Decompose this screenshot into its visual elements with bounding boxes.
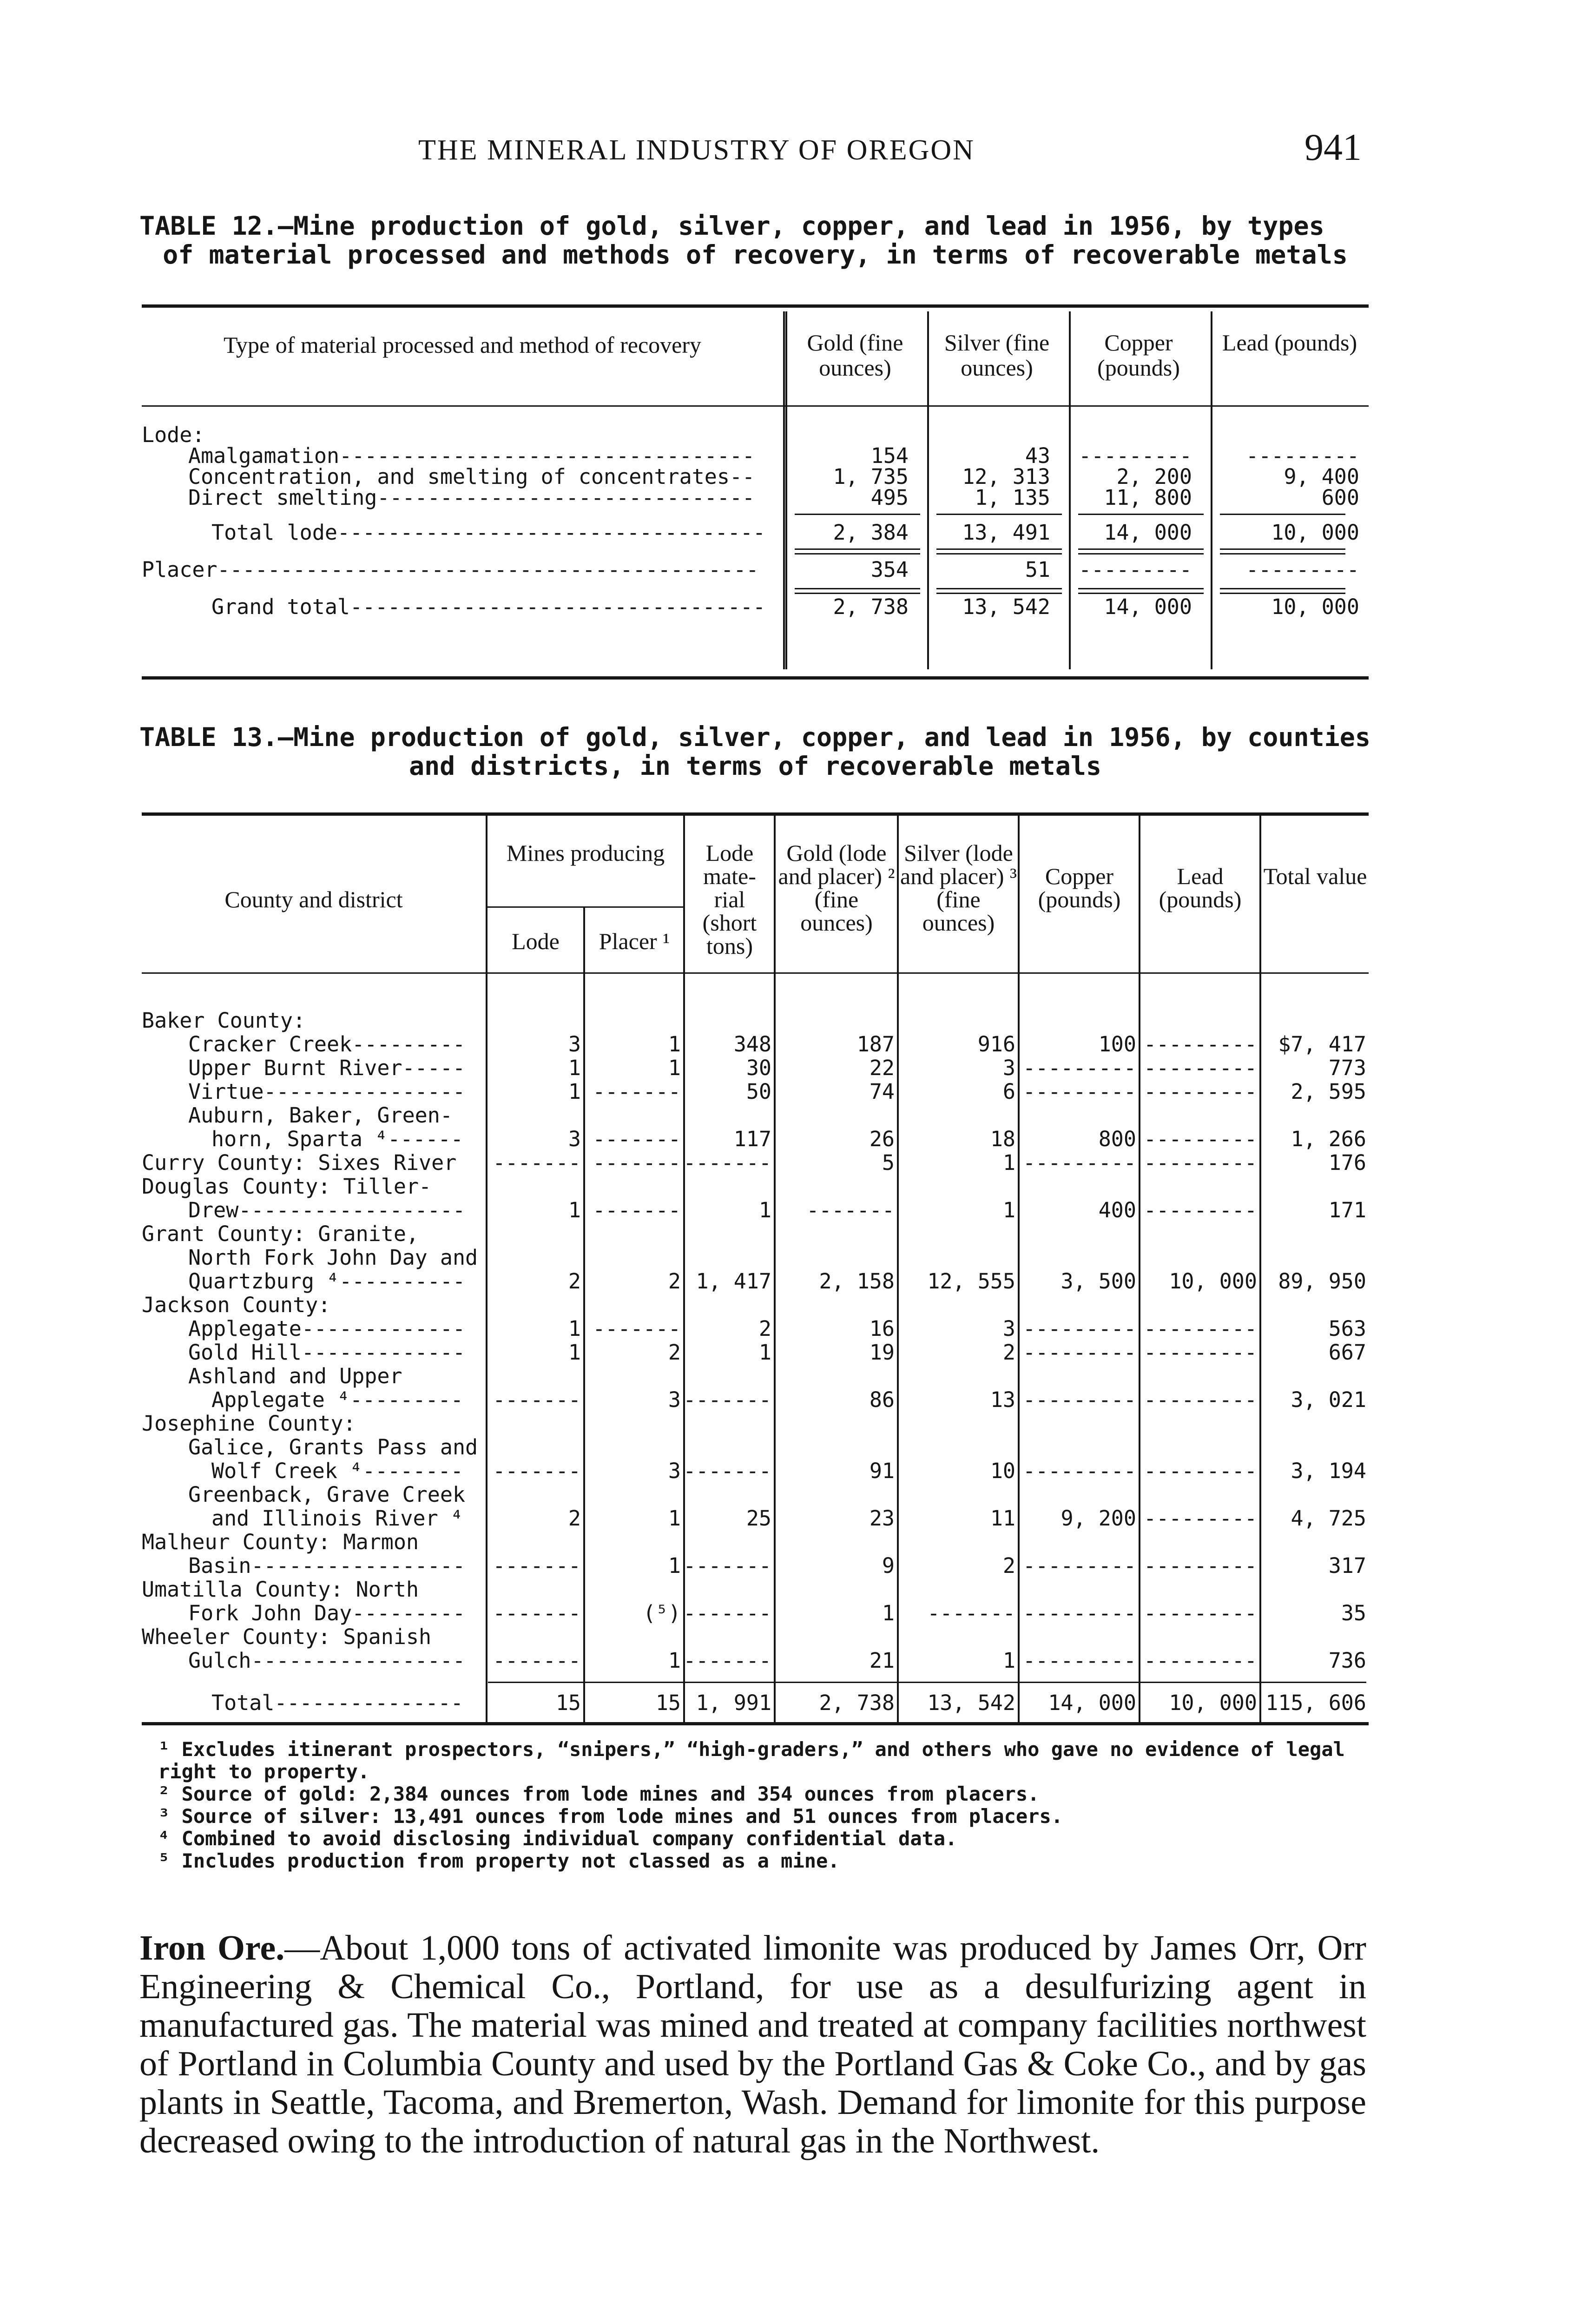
t13-cell: 16 <box>869 1316 895 1341</box>
footnote: ² Source of gold: 2,384 ounces from lode mines and 354 ounces from placers. <box>158 1783 1040 1805</box>
t13-cell: 1 <box>758 1198 771 1222</box>
t13-row-label: Galice, Grants Pass and <box>188 1435 478 1459</box>
t13-cell: 21 <box>869 1648 895 1673</box>
t13-row-line <box>142 1175 1369 1199</box>
t13-cell: 19 <box>869 1340 895 1365</box>
t13-row-line <box>142 1103 1369 1128</box>
t13-row-label: Wolf Creek ⁴-------- <box>211 1459 463 1483</box>
t13-cell: 400 <box>1098 1198 1136 1222</box>
t12-row <box>142 595 1369 619</box>
t13-cell: 2 <box>758 1316 771 1341</box>
t13-cell: 26 <box>869 1127 895 1151</box>
t13-cell: ------- <box>593 1198 681 1222</box>
t12-sum-rule <box>795 514 920 515</box>
t12-cell: --------- <box>1246 557 1359 582</box>
iron-ore-paragraph <box>139 1929 1366 2160</box>
t13-cell: 12, 555 <box>927 1269 1015 1294</box>
t13-row-line <box>142 1506 1369 1531</box>
t13-row-label: Applegate ⁴--------- <box>211 1387 463 1412</box>
t13-cell: ------- <box>593 1316 681 1341</box>
t13-cell: ------- <box>683 1387 771 1412</box>
table13-header-rule <box>142 972 1369 974</box>
t13-row-label: Grant County: Granite, <box>142 1221 419 1246</box>
footnote: ⁴ Combined to avoid disclosing individual company confidential data. <box>158 1827 957 1850</box>
t13-row-line <box>142 1222 1369 1246</box>
t13-cell: --------- <box>1144 1340 1257 1365</box>
table13-caption-line1: TABLE 13.—Mine production of gold, silver, copper, and lead in 1956, by counties <box>139 722 1371 752</box>
t13-row-label: Jackson County: <box>142 1293 331 1317</box>
t13-row-label: Ashland and Upper <box>188 1364 402 1388</box>
t13-row-label: Malheur County: Marmon <box>142 1530 419 1554</box>
t13-cell: 800 <box>1098 1127 1136 1151</box>
t13-cell: 6 <box>1002 1079 1015 1104</box>
t12-cell: 154 <box>870 443 909 468</box>
t13-cell: --------- <box>1144 1506 1257 1531</box>
t13-cell: 1 <box>1002 1198 1015 1222</box>
page-number: 941 <box>1304 126 1362 168</box>
t13-cell: 1 <box>668 1648 681 1673</box>
t13-row-line <box>142 1246 1369 1270</box>
t12-cell: 600 <box>1321 485 1359 510</box>
t13-cell: 1 <box>568 1079 581 1104</box>
t13-cell: 1 <box>668 1032 681 1056</box>
table13-caption <box>139 723 1371 780</box>
t13-cell: 13 <box>990 1387 1015 1412</box>
t13-cell: 18 <box>990 1127 1015 1151</box>
footnotes <box>139 1738 1371 1872</box>
t13-header-copper: Copper (pounds) <box>1038 863 1121 912</box>
t12-sum-rule <box>1220 588 1345 589</box>
t12-cell: 13, 491 <box>962 520 1050 545</box>
t13-row-label: Umatilla County: North <box>142 1577 419 1602</box>
t13-row-line <box>142 1364 1369 1388</box>
t13-cell: ------- <box>493 1150 581 1175</box>
t13-header-total: Total value <box>1263 863 1367 889</box>
paragraph-lead: Iron Ore. <box>139 1928 285 1967</box>
t13-cell: --------- <box>1144 1127 1257 1151</box>
t12-row <box>142 486 1369 510</box>
t12-row-label: Concentration, and smelting of concentrates-- <box>188 464 755 489</box>
t12-cell: 43 <box>1025 443 1050 468</box>
t13-row-line <box>142 1578 1369 1602</box>
t12-sum-rule <box>936 588 1062 589</box>
t13-cell: 1 <box>1002 1150 1015 1175</box>
t12-sum-rule <box>1220 514 1345 515</box>
t13-cell: 74 <box>869 1079 895 1104</box>
t13-row-line <box>142 1459 1369 1483</box>
t13-header-placer: Placer ¹ <box>599 928 670 954</box>
t13-cell: ------- <box>683 1459 771 1483</box>
t13-cell: 13, 542 <box>927 1690 1015 1715</box>
footnote: ¹ Excludes itinerant prospectors, “snipers,” “high-graders,” and others who gave no evidence of legal right to property. <box>158 1738 1345 1783</box>
running-head: THE MINERAL INDUSTRY OF OREGON <box>418 134 975 166</box>
t12-sum-rule <box>795 593 920 594</box>
t13-cell: 3 <box>1002 1056 1015 1080</box>
t13-cell: --------- <box>1023 1648 1136 1673</box>
t13-cell: 1 <box>758 1340 771 1365</box>
t12-cell: 14, 000 <box>1104 594 1192 619</box>
t13-cell: ------- <box>683 1553 771 1578</box>
t13-row-line <box>142 1483 1369 1507</box>
t13-row-line <box>142 1293 1369 1317</box>
t12-sum-rule <box>795 588 920 589</box>
t13-row-label: Curry County: Sixes River <box>142 1150 457 1175</box>
t13-cell: 2 <box>568 1269 581 1294</box>
t13-cell: 30 <box>746 1056 771 1080</box>
t13-header-silver: Silver (lode and placer) ³ (fine ounces) <box>900 840 1017 936</box>
t13-cell: 35 <box>1341 1601 1366 1625</box>
t13-cell: ------- <box>593 1079 681 1104</box>
t13-row-label: Wheeler County: Spanish <box>142 1624 432 1649</box>
t13-cell: --------- <box>1144 1553 1257 1578</box>
t13-row-label: Gulch----------------- <box>188 1648 466 1673</box>
t13-row-line <box>142 1056 1369 1080</box>
t13-row-line <box>142 1198 1369 1222</box>
t13-row-line <box>142 1554 1369 1578</box>
table12-caption-line2: of material processed and methods of recovery, in terms of recoverable metals <box>163 240 1348 270</box>
t12-header-gold: Gold (fine ounces) <box>807 330 903 381</box>
t13-cell: 2 <box>668 1269 681 1294</box>
t13-cell: 773 <box>1328 1056 1366 1080</box>
table12-header-rule <box>142 405 1369 407</box>
t12-cell: 495 <box>870 485 909 510</box>
t13-mines-subrule <box>486 906 683 908</box>
t13-cell: 1, 417 <box>696 1269 771 1294</box>
t13-cell: 89, 950 <box>1278 1269 1366 1294</box>
t13-cell: --------- <box>1023 1056 1136 1080</box>
t13-header-mines: Mines producing <box>506 840 665 866</box>
t12-cell: 1, 735 <box>833 464 909 489</box>
t12-sum-rule <box>1078 593 1204 594</box>
t12-row-label: Amalgamation--------------------------------- <box>188 443 755 468</box>
t13-row-label: Upper Burnt River----- <box>188 1056 466 1080</box>
t13-cell: 3, 194 <box>1291 1459 1366 1483</box>
t12-cell: 11, 800 <box>1104 485 1192 510</box>
t12-sum-rule <box>1220 553 1345 555</box>
t13-row-label: North Fork John Day and <box>188 1245 478 1270</box>
t13-cell: 2, 738 <box>819 1690 895 1715</box>
t13-row-line <box>142 1340 1369 1365</box>
t12-header-type: Type of material processed and method of recovery <box>223 332 702 358</box>
t13-header-gold: Gold (lode and placer) ² (fine ounces) <box>778 840 895 936</box>
t13-cell: ------- <box>683 1601 771 1625</box>
t13-cell: 3 <box>668 1387 681 1412</box>
t13-row-line <box>142 1009 1369 1033</box>
t13-cell: 1 <box>668 1506 681 1531</box>
t13-cell: --------- <box>1023 1553 1136 1578</box>
t12-cell: 2, 738 <box>833 594 909 619</box>
t13-row-label: Gold Hill------------- <box>188 1340 466 1365</box>
t13-cell: 2, 158 <box>819 1269 895 1294</box>
t13-cell: 3 <box>568 1127 581 1151</box>
t13-header-lead: Lead (pounds) <box>1159 863 1242 912</box>
t13-row-line <box>142 1435 1369 1459</box>
t13-row-label: Total--------------- <box>211 1690 463 1715</box>
t12-sum-rule <box>936 548 1062 550</box>
t13-cell: --------- <box>1144 1150 1257 1175</box>
t13-cell: --------- <box>1144 1459 1257 1483</box>
t12-cell: 51 <box>1025 557 1050 582</box>
t13-row-label: Virtue---------------- <box>188 1079 466 1104</box>
t12-cell: --------- <box>1079 443 1192 468</box>
t13-row-label: Drew------------------ <box>188 1198 466 1222</box>
t12-cell: 12, 313 <box>962 464 1050 489</box>
table13-bottom-rule <box>142 1722 1369 1725</box>
t13-cell: --------- <box>1144 1079 1257 1104</box>
t13-cell: --------- <box>1023 1316 1136 1341</box>
t13-row-label: Cracker Creek--------- <box>188 1032 466 1056</box>
t13-cell: --------- <box>1144 1601 1257 1625</box>
t12-sum-rule <box>1220 548 1345 550</box>
t13-cell: 4, 725 <box>1291 1506 1366 1531</box>
page-header <box>139 125 1371 177</box>
t13-cell: --------- <box>1144 1316 1257 1341</box>
t13-row-label: Josephine County: <box>142 1411 356 1436</box>
t13-row-label: Greenback, Grave Creek <box>188 1482 466 1507</box>
t13-cell: 25 <box>746 1506 771 1531</box>
t13-row-line <box>142 1127 1369 1151</box>
t13-cell: --------- <box>1144 1056 1257 1080</box>
t13-cell: 86 <box>869 1387 895 1412</box>
t13-cell: 176 <box>1328 1150 1366 1175</box>
t12-cell: 14, 000 <box>1104 520 1192 545</box>
t13-cell: --------- <box>1144 1032 1257 1056</box>
t13-cell: ------- <box>493 1648 581 1673</box>
t13-row-label: and Illinois River ⁴ <box>211 1506 463 1531</box>
t13-cell: 5 <box>882 1150 895 1175</box>
t13-cell: ------- <box>683 1648 771 1673</box>
t13-cell: 10 <box>990 1459 1015 1483</box>
t13-cell: 2 <box>668 1340 681 1365</box>
t13-row-line <box>142 1032 1369 1056</box>
t13-cell: $7, 417 <box>1278 1032 1366 1056</box>
t13-cell: 3, 500 <box>1061 1269 1136 1294</box>
t12-cell: 10, 000 <box>1271 520 1359 545</box>
t13-cell: 23 <box>869 1506 895 1531</box>
t13-cell: 1 <box>568 1340 581 1365</box>
table13-top-rule <box>142 812 1369 816</box>
t13-cell: 171 <box>1328 1198 1366 1222</box>
t12-row-label: Lode: <box>142 423 205 447</box>
t13-cell: ------- <box>927 1601 1015 1625</box>
t12-row <box>142 558 1369 582</box>
t12-sum-rule <box>1078 588 1204 589</box>
t12-sum-rule <box>936 593 1062 594</box>
t12-row-label: Grand total--------------------------------- <box>211 594 766 619</box>
t12-cell: --------- <box>1079 557 1192 582</box>
t13-row-line <box>142 1269 1369 1294</box>
t13-row-label: Fork John Day--------- <box>188 1601 466 1625</box>
t12-sum-rule <box>795 548 920 550</box>
t13-cell: 1 <box>1002 1648 1015 1673</box>
t13-row-line <box>142 1601 1369 1625</box>
t13-cell: 667 <box>1328 1340 1366 1365</box>
table12-top-rule <box>142 304 1369 308</box>
t13-cell: --------- <box>1023 1459 1136 1483</box>
t13-cell: 117 <box>733 1127 771 1151</box>
t12-header-lead: Lead (pounds) <box>1222 330 1357 356</box>
t13-cell: ------- <box>593 1150 681 1175</box>
t13-cell: 2 <box>568 1506 581 1531</box>
t13-header-lode: Lode <box>512 928 560 954</box>
t13-cell: --------- <box>1023 1387 1136 1412</box>
t13-cell: 9 <box>882 1553 895 1578</box>
table13-caption-line2: and districts, in terms of recoverable metals <box>408 751 1102 781</box>
t13-row-line <box>142 1317 1369 1341</box>
t13-row-label: Baker County: <box>142 1008 306 1033</box>
t13-cell: 50 <box>746 1079 771 1104</box>
t12-cell: --------- <box>1246 443 1359 468</box>
t12-header-silver: Silver (fine ounces) <box>944 330 1050 381</box>
t13-cell: 3 <box>568 1032 581 1056</box>
t13-cell: 187 <box>856 1032 895 1056</box>
t12-cell: 2, 200 <box>1116 464 1192 489</box>
t13-row-line <box>142 1412 1369 1436</box>
table12-bottom-rule <box>142 676 1369 680</box>
t13-cell: 3, 021 <box>1291 1387 1366 1412</box>
t12-cell: 13, 542 <box>962 594 1050 619</box>
t13-cell: 563 <box>1328 1316 1366 1341</box>
t12-cell: 9, 400 <box>1284 464 1359 489</box>
t13-header-lode-material: Lode mate- rial (short tons) <box>702 840 757 959</box>
t13-cell: --------- <box>1023 1150 1136 1175</box>
t13-cell: 3 <box>668 1459 681 1483</box>
t13-row-label: Douglas County: Tiller- <box>142 1174 432 1199</box>
t13-cell: 115, 606 <box>1265 1690 1366 1715</box>
t13-cell: 736 <box>1328 1648 1366 1673</box>
t12-cell: 354 <box>870 557 909 582</box>
t12-sum-rule <box>936 514 1062 515</box>
t12-sum-rule <box>1220 593 1345 594</box>
t13-row-line <box>142 1080 1369 1104</box>
t13-cell: 1 <box>568 1316 581 1341</box>
t13-cell: 1, 266 <box>1291 1127 1366 1151</box>
t13-cell: 2 <box>1002 1340 1015 1365</box>
document-page <box>139 0 1371 2324</box>
t13-cell: ------- <box>493 1553 581 1578</box>
t13-cell: 1 <box>668 1056 681 1080</box>
t13-cell: 22 <box>869 1056 895 1080</box>
table12-caption <box>139 211 1371 269</box>
t13-total-rule <box>488 1682 1366 1683</box>
t13-cell: 1 <box>668 1553 681 1578</box>
t13-cell: ------- <box>493 1387 581 1412</box>
t12-header-copper: Copper (pounds) <box>1097 330 1180 381</box>
t13-cell: 100 <box>1098 1032 1136 1056</box>
t13-cell: --------- <box>1023 1079 1136 1104</box>
t13-cell: 2 <box>1002 1553 1015 1578</box>
t13-cell: --------- <box>1023 1601 1136 1625</box>
t13-cell: 14, 000 <box>1048 1690 1136 1715</box>
t13-cell: ------- <box>593 1127 681 1151</box>
t13-cell: ------- <box>493 1601 581 1625</box>
t13-cell: 15 <box>655 1690 681 1715</box>
t13-cell: --------- <box>1144 1648 1257 1673</box>
t12-row-label: Direct smelting------------------------------ <box>188 485 755 510</box>
footnote: ⁵ Includes production from property not classed as a mine. <box>158 1849 840 1872</box>
t12-sum-rule <box>1078 548 1204 550</box>
t12-sum-rule <box>795 553 920 555</box>
t12-row-label: Total lode---------------------------------- <box>211 520 766 545</box>
t13-cell: 1 <box>882 1601 895 1625</box>
t13-row-label: Auburn, Baker, Green- <box>188 1103 453 1128</box>
t13-cell: ------- <box>806 1198 895 1222</box>
t13-cell: 91 <box>869 1459 895 1483</box>
t13-cell: 1 <box>568 1198 581 1222</box>
t13-cell: 317 <box>1328 1553 1366 1578</box>
t12-sum-rule <box>1078 553 1204 555</box>
t13-cell: --------- <box>1144 1387 1257 1412</box>
table12-caption-line1: TABLE 12.—Mine production of gold, silver, copper, and lead in 1956, by types <box>139 211 1324 241</box>
t13-row-label: Basin----------------- <box>188 1553 466 1578</box>
t13-row-label: Applegate------------- <box>188 1316 466 1341</box>
t13-row-line <box>142 1649 1369 1673</box>
table13-body <box>142 976 1369 1720</box>
t13-header-county: County and district <box>224 886 403 912</box>
t12-cell: 10, 000 <box>1271 594 1359 619</box>
t13-cell: 11 <box>990 1506 1015 1531</box>
t13-cell: 348 <box>733 1032 771 1056</box>
t12-row <box>142 521 1369 545</box>
t13-row-line <box>142 1151 1369 1175</box>
table12-body <box>142 409 1369 669</box>
t13-cell: 9, 200 <box>1061 1506 1136 1531</box>
t13-row-label: horn, Sparta ⁴------ <box>211 1127 463 1151</box>
table13-header <box>142 818 1369 971</box>
t12-sum-rule <box>1078 514 1204 515</box>
t13-row-line <box>142 1691 1369 1715</box>
t13-cell: 15 <box>555 1690 581 1715</box>
t13-cell: (⁵) <box>643 1601 681 1625</box>
t12-cell: 1, 135 <box>975 485 1050 510</box>
t13-cell: 10, 000 <box>1169 1690 1257 1715</box>
t13-row-line <box>142 1388 1369 1412</box>
t13-row-line <box>142 1530 1369 1554</box>
t13-cell: 1 <box>568 1056 581 1080</box>
table12-header <box>142 325 1369 404</box>
t12-sum-rule <box>936 553 1062 555</box>
paragraph-text: —About 1,000 tons of activated limonite was produced by James Orr, Orr Engineering & Chemical Co., Portland, for use as a desulfurizing agent in manufactured gas. The material was mined and treated at company facilities northwest of Portland in Columbia County and used by the Portland Gas & Coke Co., and by gas plants in Seattle, Tacoma, and Bremerton, Wash. Demand for limonite for this purpose decreased owing to the introduction of natural gas in the Northwest. <box>139 1928 1366 2160</box>
t13-cell: 2, 595 <box>1291 1079 1366 1104</box>
t12-cell: 2, 384 <box>833 520 909 545</box>
t13-cell: 10, 000 <box>1169 1269 1257 1294</box>
t13-row-line <box>142 1625 1369 1649</box>
t13-cell: ------- <box>683 1150 771 1175</box>
t13-cell: 916 <box>977 1032 1015 1056</box>
t13-cell: --------- <box>1144 1198 1257 1222</box>
t13-cell: 1, 991 <box>696 1690 771 1715</box>
t13-cell: ------- <box>493 1459 581 1483</box>
t13-row-label: Quartzburg ⁴---------- <box>188 1269 466 1294</box>
t13-cell: --------- <box>1023 1340 1136 1365</box>
footnote: ³ Source of silver: 13,491 ounces from lode mines and 51 ounces from placers. <box>158 1805 1063 1828</box>
t12-row-label: Placer------------------------------------------- <box>142 557 759 582</box>
t13-cell: 3 <box>1002 1316 1015 1341</box>
